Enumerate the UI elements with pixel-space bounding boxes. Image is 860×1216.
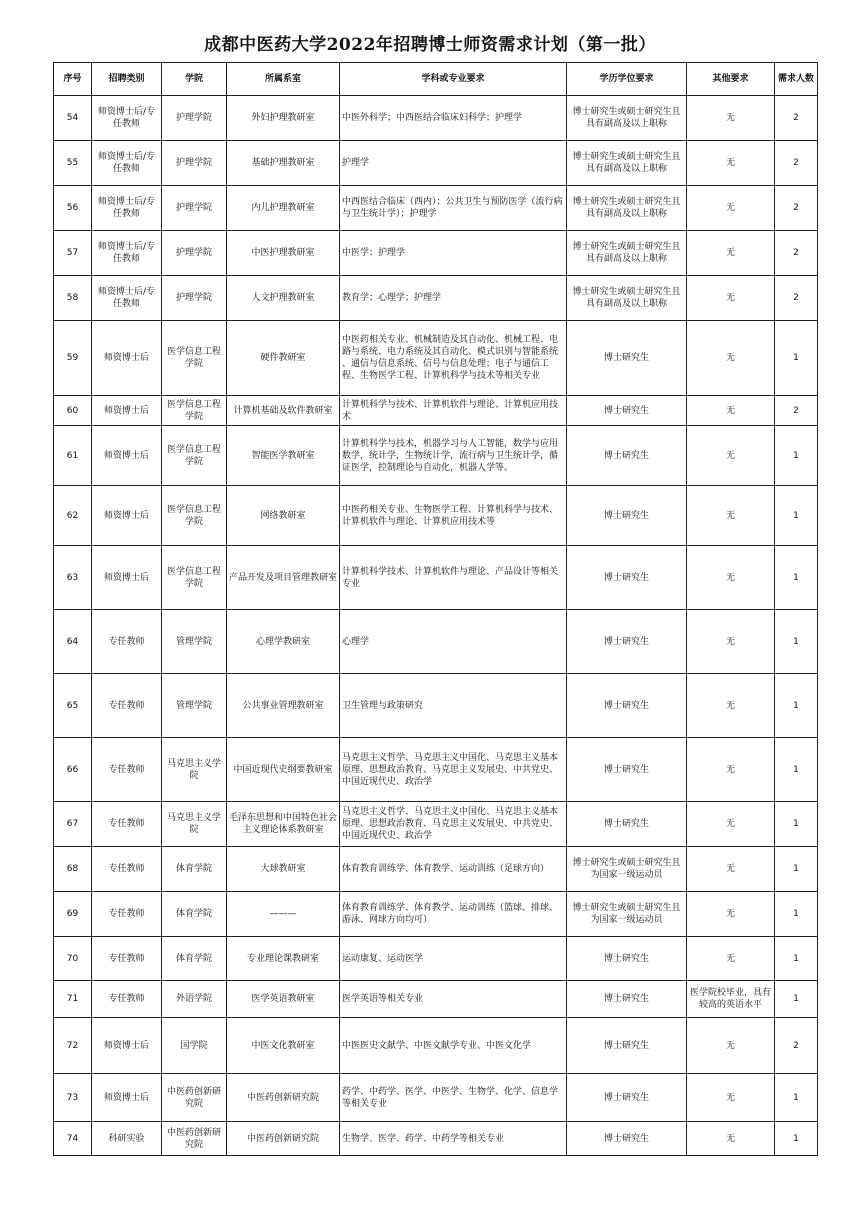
row-other: 无 [687,276,775,321]
row-category: 师资博士后 [92,1018,162,1074]
row-other: 无 [687,1074,775,1122]
table-row [54,546,818,610]
row-category: 师资博士后/专任教师 [92,96,162,141]
row-major: 计算机科学与技术、计算机软件与理论、计算机应用技术 [340,396,567,426]
row-category: 师资博士后/专任教师 [92,231,162,276]
row-number: 67 [54,802,92,847]
row-college: 管理学院 [162,610,227,674]
row-number: 58 [54,276,92,321]
row-major: 体育教育训练学、体育教学、运动训练（篮球、排球、游泳、网球方向均可） [340,892,567,937]
table-row [54,486,818,546]
table-row [54,231,818,276]
row-other: 无 [687,96,775,141]
table-body [54,96,818,1156]
row-major: 马克思主义哲学、马克思主义中国化、马克思主义基本原理、思想政治教育、马克思主义发展史、中共党史、中国近现代史、政治学 [340,738,567,802]
row-category: 师资博士后 [92,546,162,610]
header-no: 序号 [54,63,92,96]
row-major: 马克思主义哲学、马克思主义中国化、马克思主义基本原理、思想政治教育、马克思主义发展史、中共党史、中国近现代史、政治学 [340,802,567,847]
row-count: 1 [775,321,818,396]
row-college: 医学信息工程学院 [162,546,227,610]
row-major: 中医外科学；中西医结合临床妇科学；护理学 [340,96,567,141]
row-number: 66 [54,738,92,802]
row-college: 中医药创新研究院 [162,1074,227,1122]
row-count: 1 [775,738,818,802]
table-row [54,321,818,396]
row-category: 专任教师 [92,892,162,937]
row-major: 中医药相关专业、机械制造及其自动化、机械工程、电路与系统、电力系统及其自动化、模式识别与智能系统 、通信与信息系统、信号与信息处理；电子与通信工程、生物医学工程、计算机科学与技术等相关专业 [340,321,567,396]
row-education: 博士研究生 [567,802,687,847]
row-education: 博士研究生或硕士研究生且具有副高及以上职称 [567,141,687,186]
row-count: 2 [775,231,818,276]
row-major: 心理学 [340,610,567,674]
header-count: 需求人数 [775,63,818,96]
document-title: 成都中医药大学2022年招聘博士师资需求计划（第一批） [204,35,656,55]
table-row [54,674,818,738]
row-count: 1 [775,426,818,486]
table-row [54,1122,818,1156]
row-other: 无 [687,802,775,847]
table-row [54,186,818,231]
row-department: 大球教研室 [227,847,340,892]
row-category: 师资博士后/专任教师 [92,141,162,186]
recruitment-table [53,62,818,1156]
row-major: 药学、中药学、医学、中医学、生物学、化学、信息学等相关专业 [340,1074,567,1122]
header-major: 学科或专业要求 [340,63,567,96]
row-other: 无 [687,738,775,802]
row-count: 1 [775,1122,818,1156]
row-major: 医学英语等相关专业 [340,981,567,1018]
row-number: 72 [54,1018,92,1074]
row-category: 专任教师 [92,847,162,892]
row-department: 计算机基础及软件教研室 [227,396,340,426]
row-other: 无 [687,186,775,231]
row-category: 专任教师 [92,738,162,802]
table-row [54,96,818,141]
row-college: 医学信息工程学院 [162,486,227,546]
row-category: 专任教师 [92,802,162,847]
row-count: 1 [775,610,818,674]
row-other: 无 [687,141,775,186]
row-major: 中西医结合临床（西内）；公共卫生与预防医学（流行病与卫生统计学）；护理学 [340,186,567,231]
header-category: 招聘类别 [92,63,162,96]
row-college: 马克思主义学院 [162,802,227,847]
row-other: 无 [687,674,775,738]
row-education: 博士研究生 [567,396,687,426]
row-category: 专任教师 [92,981,162,1018]
row-college: 护理学院 [162,141,227,186]
row-education: 博士研究生 [567,981,687,1018]
row-category: 师资博士后 [92,396,162,426]
row-education: 博士研究生 [567,1122,687,1156]
row-number: 68 [54,847,92,892]
table-row [54,847,818,892]
row-department: 中医护理教研室 [227,231,340,276]
row-number: 59 [54,321,92,396]
row-college: 医学信息工程学院 [162,321,227,396]
row-category: 科研实验 [92,1122,162,1156]
row-category: 师资博士后 [92,486,162,546]
row-department: 网络教研室 [227,486,340,546]
row-education: 博士研究生或硕士研究生且具有副高及以上职称 [567,186,687,231]
row-college: 管理学院 [162,674,227,738]
row-number: 62 [54,486,92,546]
row-other: 无 [687,546,775,610]
row-count: 2 [775,186,818,231]
row-education: 博士研究生 [567,546,687,610]
row-other: 无 [687,610,775,674]
row-education: 博士研究生 [567,486,687,546]
row-count: 2 [775,276,818,321]
row-other: 无 [687,396,775,426]
row-education: 博士研究生 [567,1018,687,1074]
row-college: 外语学院 [162,981,227,1018]
row-other: 无 [687,486,775,546]
row-count: 1 [775,486,818,546]
row-education: 博士研究生 [567,738,687,802]
row-college: 医学信息工程学院 [162,396,227,426]
row-department: 医学英语教研室 [227,981,340,1018]
row-number: 60 [54,396,92,426]
row-count: 1 [775,802,818,847]
row-major: 计算机科学技术、计算机软件与理论、产品设计等相关专业 [340,546,567,610]
row-department: 智能医学教研室 [227,426,340,486]
row-number: 65 [54,674,92,738]
row-education: 博士研究生 [567,321,687,396]
row-category: 师资博士后/专任教师 [92,186,162,231]
row-college: 护理学院 [162,276,227,321]
row-department: ——— [227,892,340,937]
row-other: 无 [687,321,775,396]
row-education: 博士研究生或硕士研究生且为国家一级运动员 [567,892,687,937]
row-count: 1 [775,847,818,892]
row-count: 1 [775,1074,818,1122]
row-count: 2 [775,1018,818,1074]
row-other: 无 [687,231,775,276]
table-row [54,981,818,1018]
header-education: 学历学位要求 [567,63,687,96]
row-number: 71 [54,981,92,1018]
table-row [54,937,818,981]
row-college: 中医药创新研究院 [162,1122,227,1156]
row-other: 无 [687,847,775,892]
row-education: 博士研究生 [567,610,687,674]
row-major: 生物学、医学、药学、中药学等相关专业 [340,1122,567,1156]
row-college: 马克思主义学院 [162,738,227,802]
row-department: 公共事业管理教研室 [227,674,340,738]
row-count: 2 [775,396,818,426]
header-college: 学院 [162,63,227,96]
row-department: 外妇护理教研室 [227,96,340,141]
row-count: 1 [775,546,818,610]
row-education: 博士研究生或硕士研究生且具有副高及以上职称 [567,96,687,141]
row-college: 护理学院 [162,186,227,231]
table-row [54,610,818,674]
row-education: 博士研究生或硕士研究生且具有副高及以上职称 [567,276,687,321]
row-other: 无 [687,1122,775,1156]
row-department: 内儿护理教研室 [227,186,340,231]
row-category: 师资博士后 [92,1074,162,1122]
row-department: 中国近现代史纲要教研室 [227,738,340,802]
row-count: 1 [775,892,818,937]
row-number: 63 [54,546,92,610]
row-department: 中医药创新研究院 [227,1122,340,1156]
row-major: 中医学；护理学 [340,231,567,276]
row-department: 产品开发及项目管理教研室 [227,546,340,610]
row-education: 博士研究生 [567,426,687,486]
row-department: 硬件教研室 [227,321,340,396]
row-number: 73 [54,1074,92,1122]
row-major: 计算机科学与技术，机器学习与人工智能，数学与应用数学，统计学，生物统计学，流行病与卫生统计学，循证医学，控制理论与自动化，机器人学等。 [340,426,567,486]
table-row [54,1018,818,1074]
row-department: 中医药创新研究院 [227,1074,340,1122]
row-department: 专业理论课教研室 [227,937,340,981]
table-row [54,892,818,937]
row-department: 基础护理教研室 [227,141,340,186]
row-department: 心理学教研室 [227,610,340,674]
row-count: 2 [775,141,818,186]
table-row [54,276,818,321]
row-college: 医学信息工程学院 [162,426,227,486]
row-category: 专任教师 [92,674,162,738]
header-other: 其他要求 [687,63,775,96]
row-other: 无 [687,937,775,981]
table-row [54,141,818,186]
row-college: 护理学院 [162,96,227,141]
row-category: 师资博士后 [92,321,162,396]
header-department: 所属系室 [227,63,340,96]
row-other: 无 [687,892,775,937]
table-row [54,802,818,847]
row-major: 运动康复、运动医学 [340,937,567,981]
row-education: 博士研究生或硕士研究生且具有副高及以上职称 [567,231,687,276]
row-education: 博士研究生或硕士研究生且为国家一级运动员 [567,847,687,892]
row-major: 体育教育训练学、体育教学、运动训练（足球方向） [340,847,567,892]
row-number: 69 [54,892,92,937]
row-college: 体育学院 [162,847,227,892]
table-row [54,1074,818,1122]
row-major: 护理学 [340,141,567,186]
row-category: 师资博士后/专任教师 [92,276,162,321]
row-category: 专任教师 [92,610,162,674]
row-education: 博士研究生 [567,674,687,738]
row-category: 专任教师 [92,937,162,981]
row-other: 无 [687,1018,775,1074]
row-count: 1 [775,981,818,1018]
row-other: 医学院校毕业，具有较高的英语水平 [687,981,775,1018]
row-major: 教育学；心理学；护理学 [340,276,567,321]
table-row [54,396,818,426]
row-count: 1 [775,937,818,981]
row-number: 74 [54,1122,92,1156]
row-category: 师资博士后 [92,426,162,486]
header-row [54,63,818,96]
row-education: 博士研究生 [567,1074,687,1122]
row-count: 1 [775,674,818,738]
row-number: 54 [54,96,92,141]
row-college: 护理学院 [162,231,227,276]
row-college: 体育学院 [162,892,227,937]
table-row [54,738,818,802]
row-department: 中医文化教研室 [227,1018,340,1074]
row-number: 61 [54,426,92,486]
row-college: 体育学院 [162,937,227,981]
row-department: 人文护理教研室 [227,276,340,321]
row-major: 卫生管理与政策研究 [340,674,567,738]
row-college: 国学院 [162,1018,227,1074]
row-number: 64 [54,610,92,674]
row-count: 2 [775,96,818,141]
row-number: 55 [54,141,92,186]
row-number: 70 [54,937,92,981]
row-education: 博士研究生 [567,937,687,981]
row-major: 中医药相关专业、生物医学工程、计算机科学与技术、计算机软件与理论、计算机应用技术等 [340,486,567,546]
table-row [54,426,818,486]
row-department: 毛泽东思想和中国特色社会主义理论体系教研室 [227,802,340,847]
row-number: 56 [54,186,92,231]
row-major: 中医医史文献学、中医文献学专业、中医文化学 [340,1018,567,1074]
row-other: 无 [687,426,775,486]
row-number: 57 [54,231,92,276]
